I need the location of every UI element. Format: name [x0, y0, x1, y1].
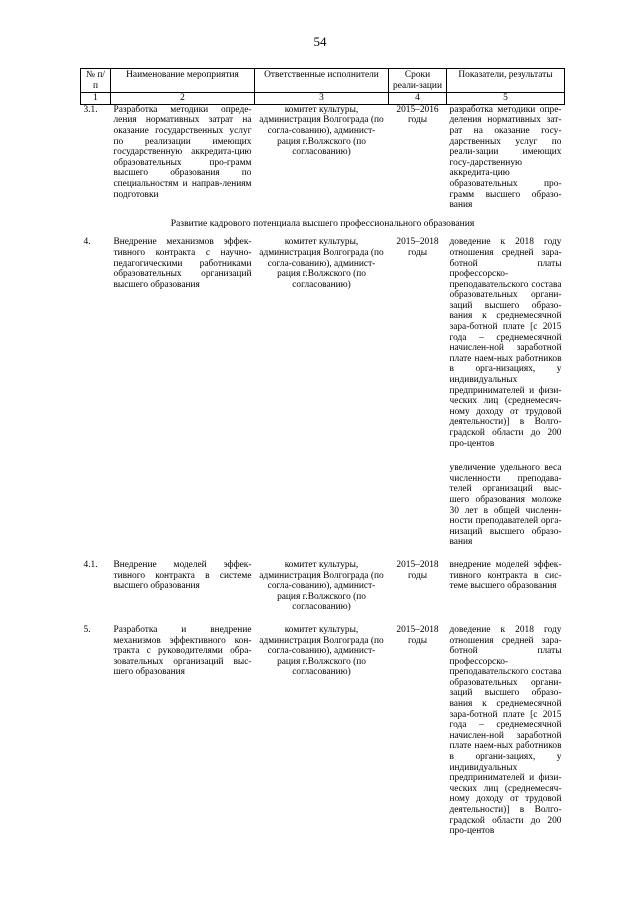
- terms: 2015–2016 годы: [396, 104, 439, 126]
- result: внедрение моделей эффек-тивного контракта в сис-теме высшего образования: [449, 559, 562, 592]
- table-row: [81, 625, 565, 837]
- header-name: Наименование мероприятия: [111, 69, 255, 93]
- measure-name: Внедрение механизмов эффек-тивного контракта с научно-педагогическими работниками образовательных организаций высшего образования: [113, 237, 252, 290]
- result-young-staff: увеличение удельного веса численности преподава-телей организаций выс-шего образования моложе 30 лет в общей численн-ности преподавателей орга-низаций высшего образо-вания: [449, 463, 562, 548]
- row-number: 4.1.: [83, 559, 98, 570]
- table-row: [81, 237, 565, 548]
- responsible: комитет культуры, администрация Волгограда (по согла-сованию), админист-рация г.Волжского (по согласованию): [259, 624, 384, 678]
- section-title: Развитие кадрового потенциала высшего профессионального образования: [170, 217, 475, 229]
- responsible: комитет культуры, администрация Волгограда (по согла-сованию), админист-рация г.Волжского (по согласованию): [259, 104, 384, 158]
- terms: 2015–2018 годы: [396, 559, 439, 581]
- page-number: 54: [313, 34, 327, 49]
- table-header-row: [81, 69, 565, 93]
- header-num: № п/п: [81, 69, 111, 93]
- spacer-row: [81, 613, 565, 625]
- result: разработка методики опре-деления нормативных зат-рат на оказание госу-дарственных услуг по реали-зации имеющих госу-дарственную аккредита-цию образовательных про-грамм высшего образо-вания: [449, 104, 562, 211]
- measure-name: Разработка методики опреде-ления нормативных затрат на оказание государственных услуг по реализации имеющих государственную аккредита-цию образовательных про-грамм высшего образования по специальностям и направ-лениям подготовки: [113, 104, 252, 200]
- result-cell: [447, 237, 565, 548]
- col-number-5: 5: [447, 93, 565, 105]
- responsible: комитет культуры, администрация Волгограда (по согла-сованию), админист-рация г.Волжского (по согласованию): [259, 237, 384, 290]
- col-number-3: 3: [255, 93, 389, 105]
- col-number-4: 4: [389, 93, 447, 105]
- measure-name: Внедрение моделей эффек-тивного контракта в системе высшего образования: [113, 559, 252, 592]
- col-number-1: 1: [81, 93, 111, 105]
- result-salary: доведение к 2018 году отношения средней зара-ботной платы профессорско-преподавательского состава образовательных органи-заций высшего образо-вания к среднемесячной зара-ботной плате [с 2015 года – среднемесячной начислен-ной заработной плате наем-ных работников в орга-низациях, у индивидуальных предпринимателей и физи-ческих лиц (среднемесяч-ному доходу от трудовой деятельности)] в Волго-градской области до 200 про-центов: [449, 237, 562, 449]
- row-number: 5.: [83, 624, 91, 635]
- measures-table: [80, 68, 565, 837]
- section-row: [81, 211, 565, 238]
- table-row: [81, 560, 565, 613]
- row-number: 4.: [83, 237, 91, 248]
- spacer-row: [81, 548, 565, 560]
- col-number-2: 2: [111, 93, 255, 105]
- table-row: [81, 104, 565, 210]
- result: доведение к 2018 году отношения средней зара-ботной платы профессорско-преподавательского состава образовательных органи-заций высшего образо-вания к среднемесячной зара-ботной плате [с 2015 года – среднемесячной начислен-ной заработной плате наем-ных работников в органи-зациях, у индивидуальных предпринимателей и физи-ческих лиц (среднемесяч-ному доходу от трудовой деятельности)] в Волго-градской области до 200 про-центов: [449, 624, 562, 837]
- header-terms: Сроки реали-зации: [389, 69, 447, 93]
- column-number-row: [81, 93, 565, 105]
- terms: 2015–2018 годы: [396, 237, 439, 258]
- terms: 2015–2018 годы: [396, 624, 439, 646]
- responsible: комитет культуры, администрация Волгограда (по согла-сованию), админист-рация г.Волжского (по согласованию): [259, 559, 384, 613]
- measure-name: Разработка и внедрение механизмов эффективного кон-тракта с руководителями обра-зовательных организаций выс-шего образования: [113, 624, 252, 678]
- header-responsible: Ответственные исполнители: [255, 69, 389, 93]
- header-results: Показатели, результаты: [447, 69, 565, 93]
- row-number: 3.1.: [83, 104, 98, 115]
